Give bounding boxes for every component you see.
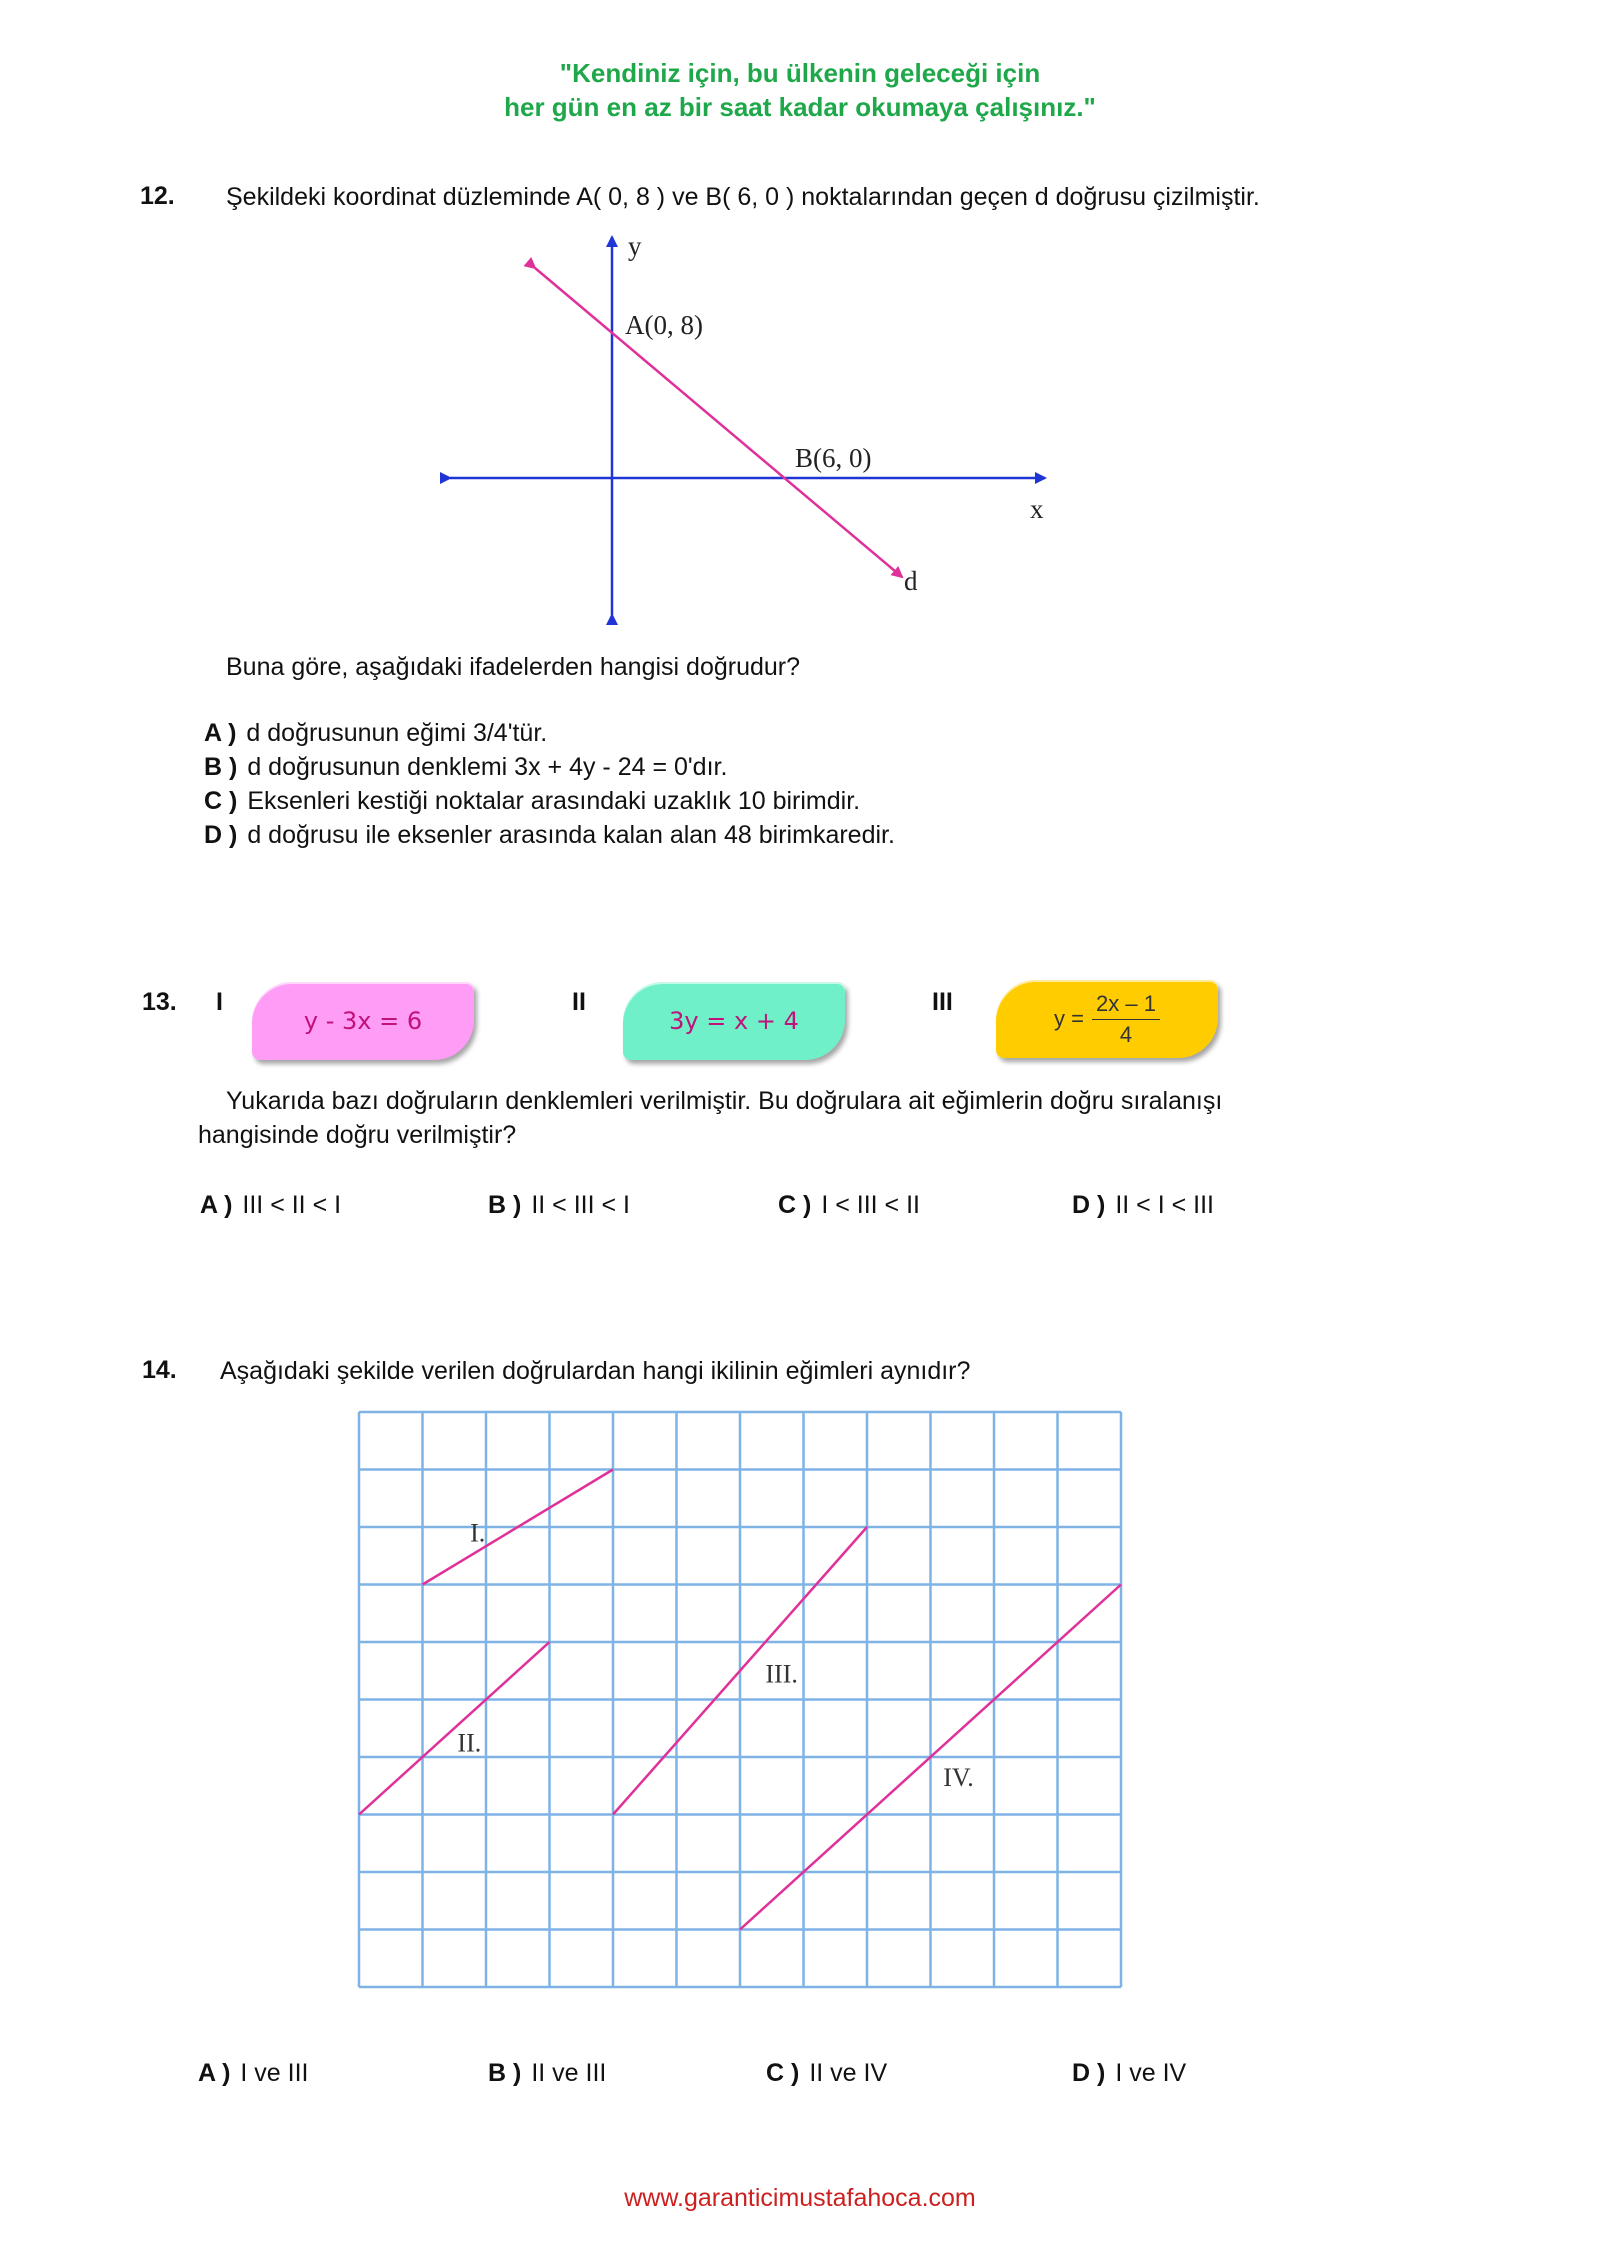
y-axis-label: y: [628, 231, 642, 261]
coordinate-plane-figure: [0, 0, 1600, 660]
question-13-text-line-2: hangisinde doğru verilmiştir?: [198, 1121, 517, 1149]
option-letter: B ): [488, 2059, 522, 2087]
equation-3-numerator: 2x – 1: [1092, 991, 1160, 1020]
question-14-text: Aşağıdaki şekilde verilen doğrulardan hangi ikilinin eğimleri aynıdır?: [220, 1357, 971, 1385]
segment-2-label: II.: [457, 1728, 482, 1758]
equation-3-denominator: 4: [1119, 1021, 1133, 1047]
equation-1-box: [252, 982, 474, 1060]
equation-1-text: y - 3x = 6: [303, 1007, 423, 1035]
footer-website-link[interactable]: www.garanticimustafahoca.com: [624, 2184, 976, 2212]
option-text: d doğrusu ile eksenler arasında kalan alan 48 birimkaredir.: [247, 821, 895, 849]
x-axis-label: x: [1030, 494, 1044, 524]
option-text: d doğrusunun denklemi 3x + 4y - 24 = 0'dır.: [247, 753, 728, 781]
option-text: d doğrusunun eğimi 3/4'tür.: [246, 719, 548, 747]
equation-3-fraction: [1092, 991, 1160, 1048]
option-text: Eksenleri kestiği noktalar arasındaki uzaklık 10 birimdir.: [247, 787, 861, 815]
option-letter: D ): [1072, 1191, 1106, 1219]
option-letter: C ): [766, 2059, 800, 2087]
equation-2-box: [623, 982, 845, 1060]
q12-option-d[interactable]: [204, 818, 895, 852]
option-letter: C ): [204, 787, 238, 815]
option-text: II < III < I: [531, 1191, 630, 1219]
option-text: III < II < I: [242, 1191, 342, 1219]
equation-3-roman: III: [932, 988, 953, 1016]
q12-option-b[interactable]: [204, 750, 727, 784]
q13-option-a[interactable]: [200, 1188, 341, 1222]
point-a-label: A(0, 8): [625, 310, 703, 340]
q13-option-b[interactable]: [488, 1188, 630, 1222]
question-13-text-line-1: Yukarıda bazı doğruların denklemleri verilmiştir. Bu doğrulara ait eğimlerin doğru sıralanışı: [226, 1087, 1223, 1115]
equation-3-box: [996, 980, 1218, 1058]
option-letter: B ): [488, 1191, 522, 1219]
motto-line-1: "Kendiniz için, bu ülkenin geleceği için: [559, 58, 1041, 88]
q13-option-c[interactable]: [778, 1188, 920, 1222]
equation-2-roman: II: [572, 988, 586, 1016]
q14-option-a[interactable]: [198, 2056, 309, 2090]
segment-2: [359, 1642, 550, 1815]
question-13-number: 13.: [142, 988, 177, 1016]
q14-option-c[interactable]: [766, 2056, 887, 2090]
option-letter: C ): [778, 1191, 812, 1219]
question-12-text: Şekildeki koordinat düzleminde A( 0, 8 ) ve B( 6, 0 ) noktalarından geçen d doğrusu çizilmiştir.: [226, 183, 1260, 211]
option-text: II < I < III: [1115, 1191, 1214, 1219]
option-letter: D ): [1072, 2059, 1106, 2087]
q12-option-a[interactable]: [204, 716, 547, 750]
slope-grid-figure: [355, 1408, 1129, 1992]
q14-option-d[interactable]: [1072, 2056, 1186, 2090]
line-d: [535, 268, 902, 577]
option-letter: A ): [204, 719, 237, 747]
option-letter: A ): [198, 2059, 231, 2087]
question-12-number: 12.: [140, 182, 175, 210]
q13-option-d[interactable]: [1072, 1188, 1214, 1222]
option-text: I < III < II: [821, 1191, 920, 1219]
option-text: I ve IV: [1115, 2059, 1187, 2087]
option-letter: B ): [204, 753, 238, 781]
option-text: II ve IV: [809, 2059, 888, 2087]
segment-4-label: IV.: [943, 1762, 974, 1792]
equation-2-text: 3y = x + 4: [669, 1007, 799, 1035]
option-letter: D ): [204, 821, 238, 849]
line-d-label: d: [904, 566, 918, 596]
point-b-label: B(6, 0): [795, 443, 872, 473]
q14-option-b[interactable]: [488, 2056, 606, 2090]
option-letter: A ): [200, 1191, 233, 1219]
equation-3-lhs: y =: [1054, 1006, 1085, 1031]
question-12-prompt: Buna göre, aşağıdaki ifadelerden hangisi doğrudur?: [226, 653, 801, 681]
motto-line-2: her gün en az bir saat kadar okumaya çalışınız.": [504, 92, 1096, 122]
segment-1-label: I.: [470, 1518, 486, 1548]
q12-option-c[interactable]: [204, 784, 860, 818]
segment-3-label: III.: [765, 1659, 798, 1689]
option-text: I ve III: [240, 2059, 309, 2087]
option-text: II ve III: [531, 2059, 607, 2087]
equation-1-roman: I: [216, 988, 223, 1016]
question-14-number: 14.: [142, 1356, 177, 1384]
